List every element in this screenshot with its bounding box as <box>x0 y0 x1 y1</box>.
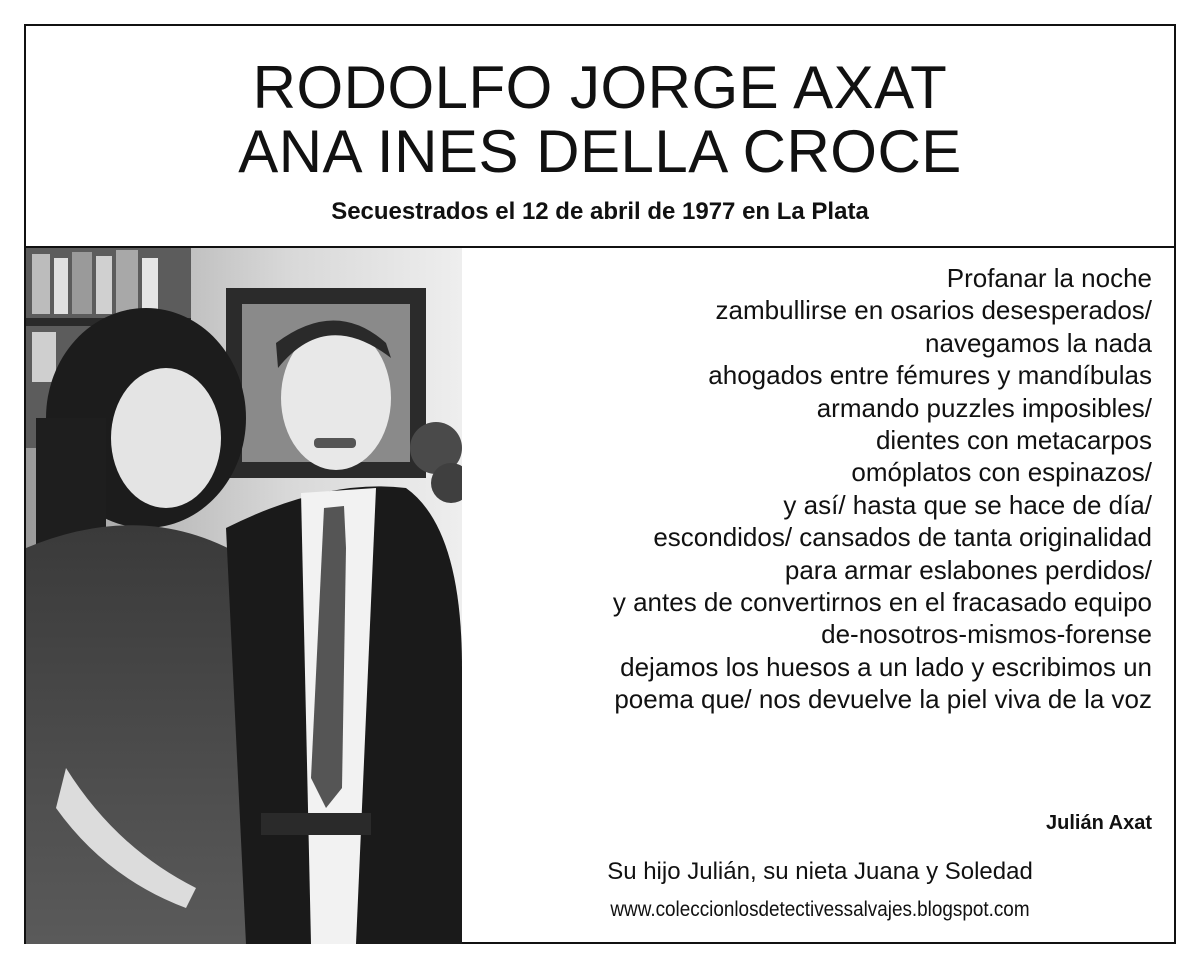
poem-line: navegamos la nada <box>925 327 1152 358</box>
poem-line: y así/ hasta que se hace de día/ <box>783 489 1152 520</box>
poem-line: de-nosotros-mismos-forense <box>821 619 1152 650</box>
couple-photo <box>26 248 462 944</box>
poem-line: dejamos los huesos a un lado y escribimos un <box>620 651 1152 682</box>
name-ana: ANA INES DELLA CROCE <box>238 118 962 185</box>
kidnapping-date: Secuestrados el 12 de abril de 1977 en La Plata <box>331 198 869 225</box>
poem-line: zambullirse en osarios desesperados/ <box>715 295 1152 326</box>
memorial-notice <box>24 24 1176 944</box>
couple-photo-icon <box>26 248 462 944</box>
blog-url[interactable]: www.coleccionlosdetectivessalvajes.blogspot.com <box>610 898 1030 921</box>
poem-line: armando puzzles imposibles/ <box>816 392 1152 423</box>
name-rodolfo: RODOLFO JORGE AXAT <box>252 54 948 121</box>
poem-line: escondidos/ cansados de tanta originalidad <box>653 522 1152 553</box>
poem-line: dientes con metacarpos <box>875 425 1152 456</box>
notice-header <box>26 26 1174 248</box>
poem-line: omóplatos con espinazos/ <box>851 457 1152 488</box>
poem-line: para armar eslabones perdidos/ <box>784 554 1152 585</box>
poem <box>472 262 1152 716</box>
dedication: Su hijo Julián, su nieta Juana y Soledad <box>607 858 1033 885</box>
poem-author: Julián Axat <box>1046 812 1152 834</box>
poem-line: Profanar la noche <box>946 263 1152 293</box>
poem-line: y antes de convertirnos en el fracasado equipo <box>612 587 1152 618</box>
poem-line: poema que/ nos devuelve la piel viva de la voz <box>614 684 1152 715</box>
poem-line: ahogados entre fémures y mandíbulas <box>708 360 1152 391</box>
